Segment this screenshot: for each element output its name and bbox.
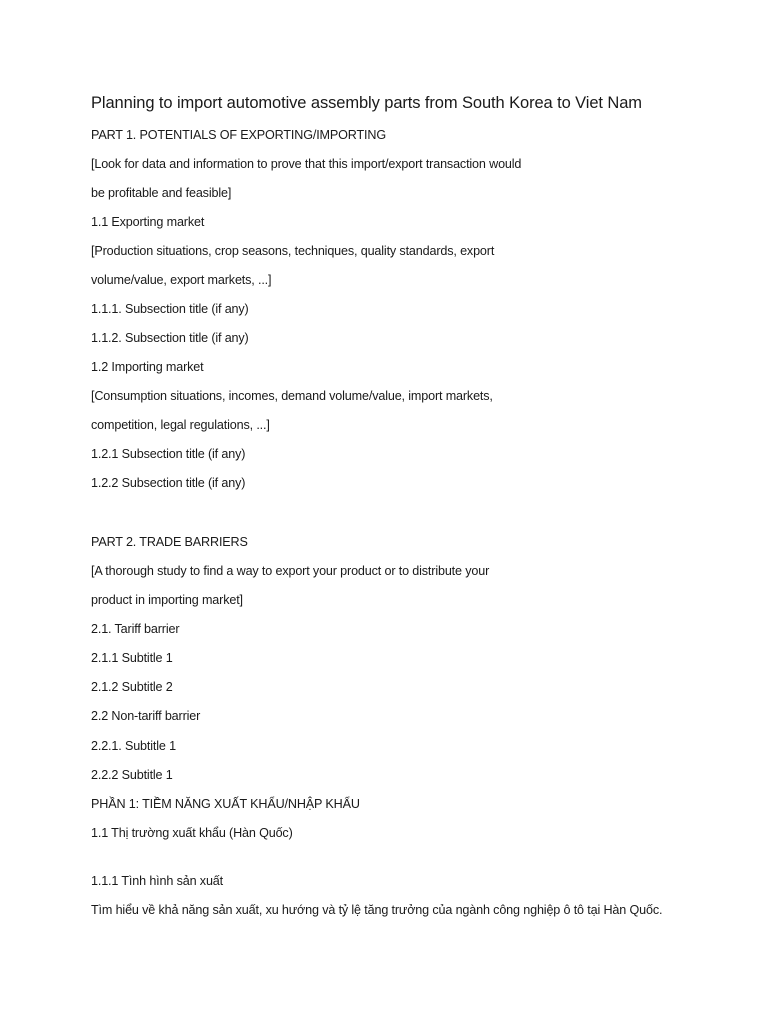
subsection-2-1-2: 2.1.2 Subtitle 2 — [91, 680, 173, 694]
section-2-2-heading: 2.2 Non-tariff barrier — [91, 709, 201, 723]
subsection-1-1-1: 1.1.1. Subsection title (if any) — [91, 302, 249, 316]
section-1-1-desc-line1: [Production situations, crop seasons, techniques, quality standards, export — [91, 244, 495, 258]
section-1-2-heading: 1.2 Importing market — [91, 360, 204, 374]
section-1-2-desc-line1: [Consumption situations, incomes, demand volume/value, import markets, — [91, 389, 493, 403]
section-1-2-desc-line2: competition, legal regulations, ...] — [91, 418, 270, 432]
part2-intro-line2: product in importing market] — [91, 593, 243, 607]
section-2-1-heading: 2.1. Tariff barrier — [91, 622, 180, 636]
phan1-subsection-1-1-1-text: Tìm hiểu về khả năng sản xuất, xu hướng và tỷ lệ tăng trưởng của ngành công nghiệp ô tô tại Hàn Quốc. — [91, 903, 663, 917]
phan1-section-1-1-heading: 1.1 Thị trường xuất khẩu (Hàn Quốc) — [91, 826, 293, 840]
subsection-2-2-1: 2.2.1. Subtitle 1 — [91, 739, 176, 753]
section-1-1-desc-line2: volume/value, export markets, ...] — [91, 273, 272, 287]
part2-intro-line1: [A thorough study to find a way to export your product or to distribute your — [91, 564, 490, 578]
subsection-2-1-1: 2.1.1 Subtitle 1 — [91, 651, 173, 665]
phan1-heading: PHẦN 1: TIỀM NĂNG XUẤT KHẨU/NHẬP KHẨU — [91, 797, 360, 811]
subsection-1-1-2: 1.1.2. Subsection title (if any) — [91, 331, 249, 345]
section-1-1-heading: 1.1 Exporting market — [91, 215, 205, 229]
part1-intro-line1: [Look for data and information to prove that this import/export transaction would — [91, 157, 522, 171]
subsection-2-2-2: 2.2.2 Subtitle 1 — [91, 768, 173, 782]
subsection-1-2-2: 1.2.2 Subsection title (if any) — [91, 476, 246, 490]
phan1-subsection-1-1-1-heading: 1.1.1 Tình hình sản xuất — [91, 874, 223, 888]
subsection-1-2-1: 1.2.1 Subsection title (if any) — [91, 447, 246, 461]
document-title: Planning to import automotive assembly parts from South Korea to Viet Nam — [91, 94, 642, 112]
part2-heading: PART 2. TRADE BARRIERS — [91, 535, 248, 549]
part1-intro-line2: be profitable and feasible] — [91, 186, 232, 200]
part1-heading: PART 1. POTENTIALS OF EXPORTING/IMPORTING — [91, 128, 386, 142]
